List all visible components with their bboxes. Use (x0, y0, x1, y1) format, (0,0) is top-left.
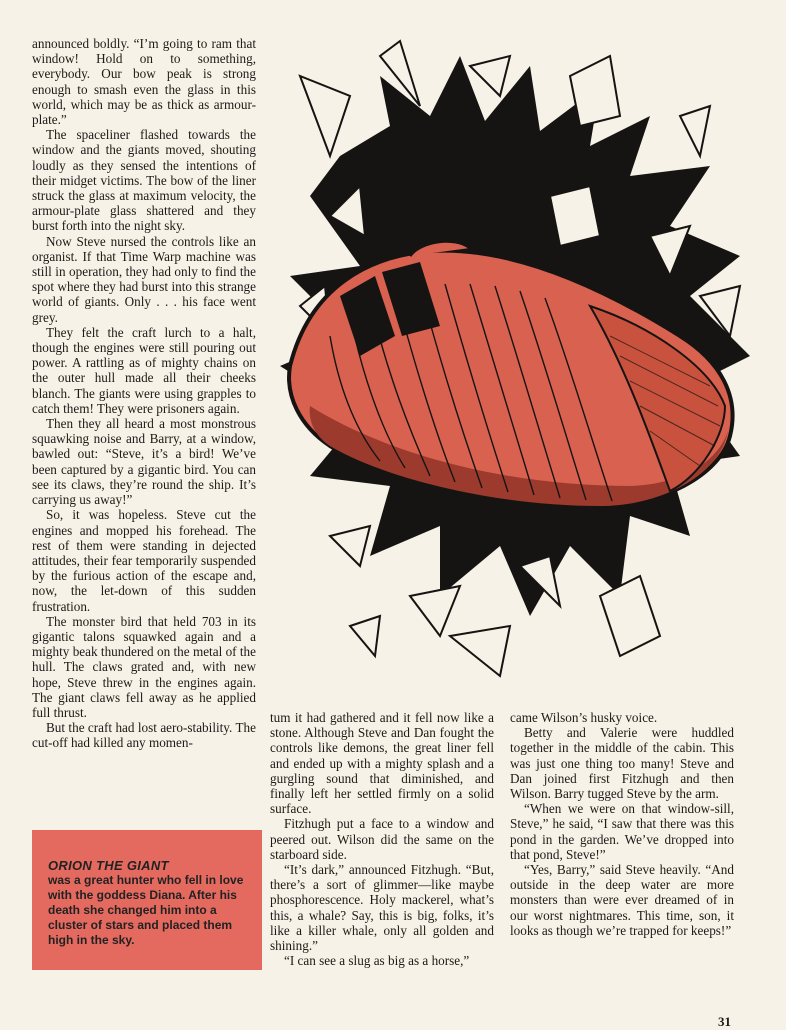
page-number: 31 (718, 1014, 731, 1029)
paragraph: The spaceliner flashed towards the window and the giants moved, shouting loudly as they sensed the intentions of their midget victims. The bow of the liner struck the glass at maximum velocity, the armour-plate glass shattered and they burst forth into the night sky. (32, 127, 256, 234)
paragraph: But the craft had lost aero-stability. The cut-off had killed any momen- (32, 720, 256, 751)
paragraph: tum it had gathered and it fell now like a stone. Although Steve and Dan fought the controls like demons, the great liner fell and ended up with a mighty splash and a gurgling sound that diminished, and finally left her settled firmly on a solid surface. (270, 710, 494, 817)
paragraph: So, it was hopeless. Steve cut the engines and mopped his forehead. The rest of them were standing in dejected attitudes, their fear temporarily suspended by the furious action of the escape and, now, the let-down of this sudden frustration. (32, 507, 256, 614)
info-box-body: was a great hunter who fell in love with the goddess Diana. After his death she changed him into a cluster of stars and placed them high in the sky. (48, 873, 244, 947)
paragraph: announced boldly. “I’m going to ram that window! Hold on to something, everybody. Our bow peak is strong enough to smash even the glass in this world, which may be as thick as armour-plate.” (32, 36, 256, 128)
paragraph: The monster bird that held 703 in its gigantic talons squawked again and a mighty beak thundered on the metal of the hull. The claws grated and, with new hope, Steve threw in the engines again. The giant claws fell away as he applied full thrust. (32, 613, 256, 720)
text-column-3 (510, 710, 734, 938)
spaceliner-illustration (270, 36, 770, 696)
paragraph: Fitzhugh put a face to a window and peered out. Wilson did the same on the starboard side. (270, 816, 494, 862)
paragraph: Then they all heard a most monstrous squawking noise and Barry, at a window, bawled out: “Steve, it’s a bird! We’ve been captured by a gigantic bird. You can see its claws, they’re round the ship. It’s carrying us away!” (32, 416, 256, 508)
paragraph: came Wilson’s husky voice. (510, 710, 658, 725)
paragraph: They felt the craft lurch to a halt, though the engines were still pouring out power. A rattling as of mighty chains on the outer hull made all their cheeks blanch. The giants were using grapples to catch them! They were prisoners again. (32, 324, 256, 416)
paragraph: “Yes, Barry,” said Steve heavily. “And outside in the deep water are more monsters than were ever dreamed of in our worst nightmares. This time, son, it looks as though we’re trapped for keeps!” (510, 862, 734, 938)
text-column-2 (270, 710, 494, 968)
paragraph: Now Steve nursed the controls like an organist. If that Time Warp machine was still in operation, they had only to find the spot where they had burst into this strange world of giants. Only . . . his face went grey. (32, 233, 256, 325)
text-column-1 (32, 36, 256, 751)
orion-info-box (32, 830, 262, 970)
paragraph: “When we were on that window-sill, Steve,” he said, “I saw that there was this pond in the garden. We’ve dropped into that pond, Steve!” (510, 801, 734, 862)
info-box-title: ORION THE GIANT (48, 858, 169, 873)
paragraph: “It’s dark,” announced Fitzhugh. “But, there’s a sort of glimmer—like maybe phosphorescence. Holy mackerel, what’s this, a whale? Say, this is big, folks, it’s like a killer whale, only all golden and shining.” (270, 862, 494, 954)
paragraph: Betty and Valerie were huddled together in the middle of the cabin. This was just one thing too many! Steve and Dan joined first Fitzhugh and then Wilson. Barry tugged Steve by the arm. (510, 725, 734, 802)
paragraph: “I can see a slug as big as a horse,” (284, 953, 470, 969)
